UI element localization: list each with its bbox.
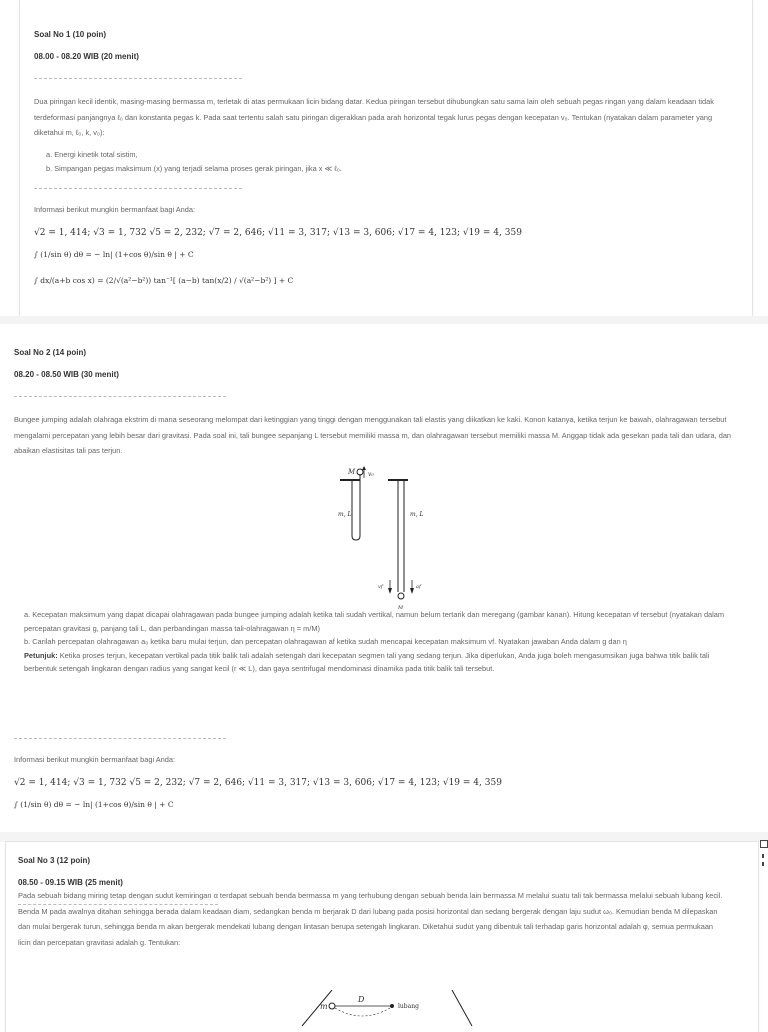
list-item-b: b. Carilah percepatan olahragawan a₀ ketika baru mulai terjun, dan percepatan olahragawan af ketika sudah mencapai kecepatan maksimum vf. Nyatakan jawaban Anda dalam g dan η [24,637,627,646]
question-1-title: Soal No 1 (10 poin) [34,30,107,39]
list-item-a: a. Kecepatan maksimum yang dapat dicapai olahragawan pada bungee jumping adalah ketika tali sudah vertikal, namun belum tertarik dan meregang (gambar kanan). Hitung kecepatan vf tersebut (nyatakan dalam percepatan gravitasi g, panjang tali L, dan perbandingan massa tali-olahragawan η = m/M) [24,610,725,633]
list-item: a. Energi kinetik total sistim, [46,150,138,159]
question-card-3 [6,842,758,1032]
question-3-time: 08.50 - 09.15 WIB (25 menit) [18,878,123,887]
label-af: af [416,584,421,590]
sqrt-values: √2 = 1, 414; √3 = 1, 732 √5 = 2, 232; √7 = 2, 646; √11 = 3, 317; √13 = 3, 606; √17 = 4, 123; √19 = 4, 359 [14,778,502,788]
label-D: D [358,995,365,1004]
label-M-bottom: M [398,605,404,611]
dashed-divider [34,188,242,189]
hint-text: Ketika proses terjun, kecepatan vertikal pada titik balik tali adalah setengah dari kecepatan segmen tali yang sedang terjun. Jika diperlukan, Anda juga boleh mengasumsikan juga bahwa titik balik tali berbentuk setengah lingkaran dengan radius yang sangat kecil (r ≪ L), dan gaya sentrifugal mendominasi dinamika pada titik balik tali tersebut. [24,650,710,673]
mass-m [329,1003,335,1009]
card-gap [0,832,768,842]
label-hole: lubang [398,1003,419,1010]
integral-formula-1: ∫ (1/sin θ) dθ = − ln| (1+cos θ)/sin θ | + C [14,800,174,809]
question-2-items [24,608,740,676]
integral-formula-1: ∫ (1/sin θ) dθ = − ln| (1+cos θ)/sin θ | + C [34,250,194,259]
question-1-body: Dua piringan kecil identik, masing-masing bermassa m, terletak di atas permukaan licin bidang datar. Kedua piringan tersebut dihubungkan satu sama lain oleh sebuah pegas ringan yang dalam keadaan tidak terdeformasi panjangnya ℓ₀ dan konstanta pegas k. Pada saat tertentu salah satu piringan digerakkan pada arah horizontal tegak lurus pegas dengan kecepatan v₀. Tentukan (nyatakan dalam parameter yang diketahui m, ℓ₀, k, v₀): [34,97,714,137]
incline-diagram [292,990,492,1030]
dashed-divider [14,738,226,739]
side-edge-panel [760,838,768,878]
label-m-right: m, L [410,511,424,518]
label-m-left: m, L [338,511,352,518]
list-item: b. Simpangan pegas maksimum (x) yang terjadi selama proses gerak piringan, jika x ≪ ℓ₀. [46,164,342,173]
question-1-items [46,148,726,176]
dashed-divider [14,396,226,397]
label-vf: vf [378,584,383,590]
question-card-1 [20,0,752,316]
hint [24,649,740,676]
question-2-title: Soal No 2 (14 poin) [14,348,87,357]
label-m: m [320,1002,328,1011]
dashed-divider [34,78,242,79]
info-label: Informasi berikut mungkin bermanfaat bagi Anda: [34,205,196,214]
sqrt-values: √2 = 1, 414; √3 = 1, 732 √5 = 2, 232; √7 = 2, 646; √11 = 3, 317; √13 = 3, 606; √17 = 4, 123; √19 = 4, 359 [34,228,522,238]
info-label: Informasi berikut mungkin bermanfaat bagi Anda: [14,755,176,764]
hole [390,1004,394,1008]
card-gap [0,316,768,324]
bungee-diagram [332,464,442,614]
integral-formula-2: ∫ dx/(a+b cos x) = (2/√(a²−b²)) tan⁻¹[ (a−b) tan(x/2) / √(a²−b²) ] + C [34,276,294,285]
question-1-time: 08.00 - 08.20 WIB (20 menit) [34,52,139,61]
question-3-title: Soal No 3 (12 poin) [18,856,91,865]
jumper-mass-right [398,593,404,599]
label-M-top: M [348,468,356,476]
label-v0: v₀ [368,471,374,478]
question-3-body: Pada sebuah bidang miring tetap dengan sudut kemiringan α terdapat sebuah benda bermassa m yang terhubung dengan sebuah benda lain bermassa M melalui suatu tali tak bermassa melalui sebuah lubang kecil. Benda M pada awalnya ditahan sehingga berada dalam keadaan diam, sedangkan benda m berjarak D dari lubang pada posisi horizontal dan sedang bergerak dengan laju sudut ω₀. Kemudian benda M dilepaskan dan mulai bergerak turun, sehingga benda m akan bergerak mendekati lubang dengan lintasan berupa setengah lingkaran. Diketahui sudut yang dibentuk tali terhadap garis horizontal adalah φ, semua permukaan licin dan percepatan gravitasi adalah g. Tentukan: [18,891,723,947]
question-card-2 [0,324,768,832]
question-2-time: 08.20 - 08.50 WIB (30 menit) [14,370,119,379]
question-2-body: Bungee jumping adalah olahraga ekstrim di mana seseorang melompat dari ketinggian yang tinggi dengan menggunakan tali elastis yang diikatkan ke kaki. Konon katanya, ketika terjun ke bawah, olahragawan tersebut mengalami percepatan yang lebih besar dari gravitasi. Pada soal ini, tali bungee sepanjang L tersebut memiliki massa m, dan olahragawan tersebut memiliki massa M. Anggap tidak ada gesekan pada tali dan udara, dan abaikan elastisitas tali pas terjun. [14,415,732,455]
hint-label: Petunjuk: [24,650,58,660]
